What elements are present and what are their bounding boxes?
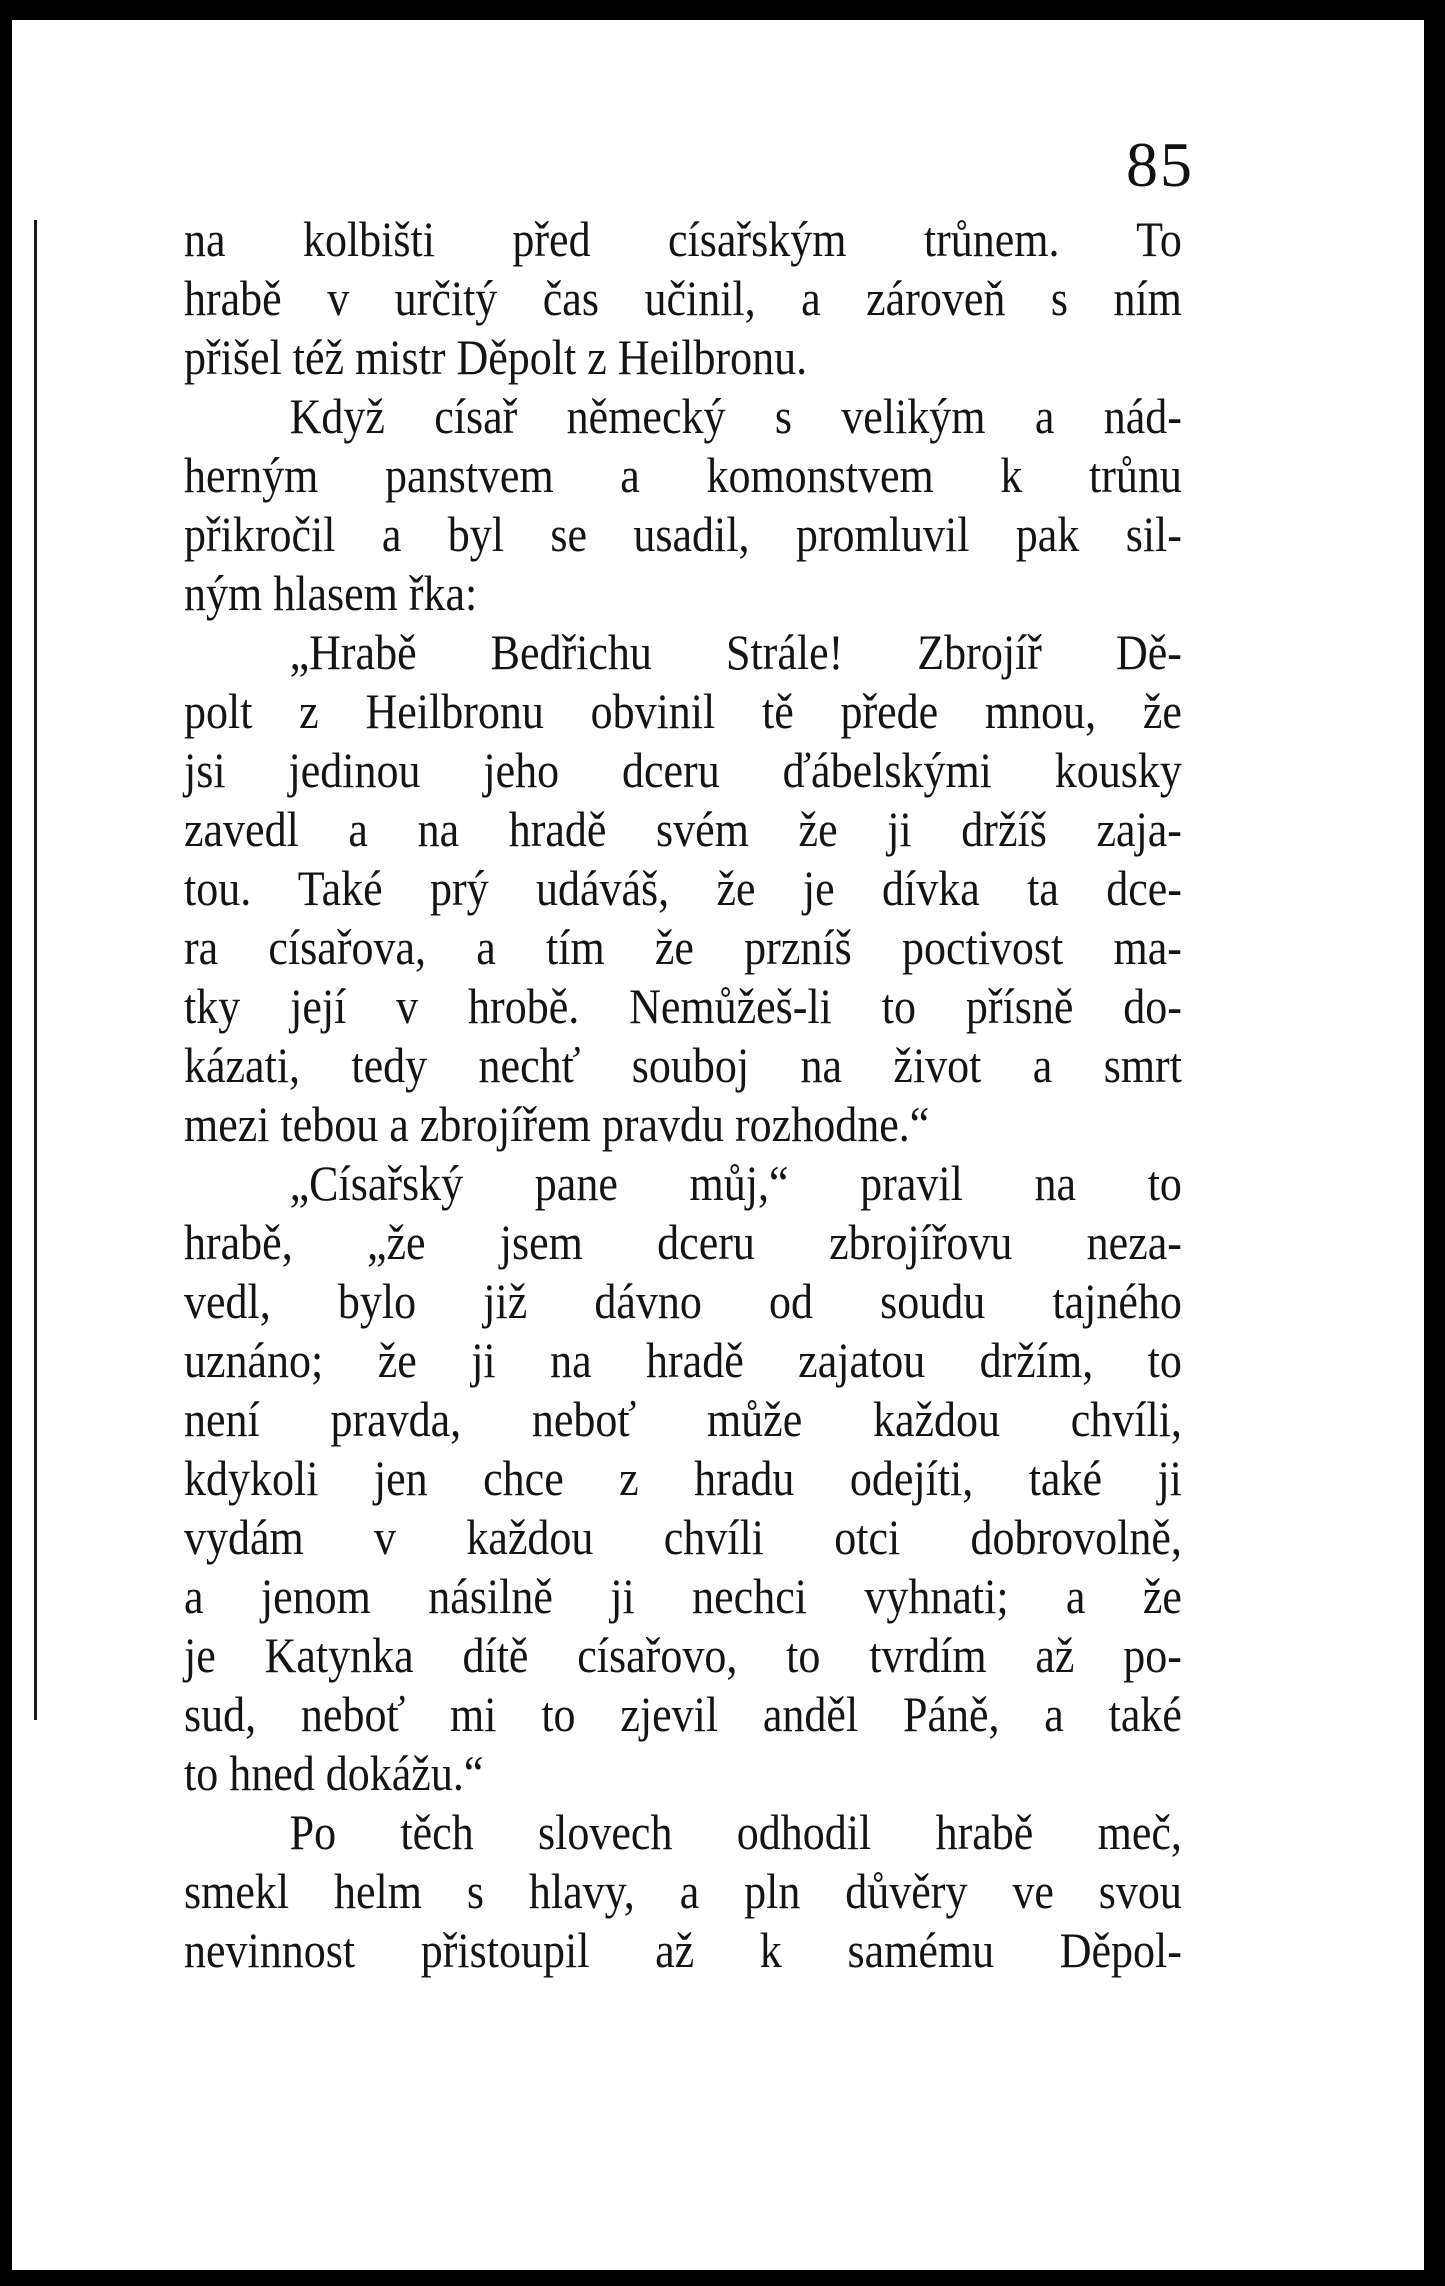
text-line: kázati, tedy nechť souboj na život a smrt: [184, 1037, 1182, 1093]
body-text: [184, 210, 1182, 1980]
text-line: herným panstvem a komonstvem k trůnu: [184, 447, 1182, 503]
page-number: 85: [1126, 129, 1194, 200]
page-edge-shadow: [34, 220, 37, 1720]
text-line: nevinnost přistoupil až k samému Děpol-: [184, 1922, 1182, 1978]
text-line: Po těch slovech odhodil hrabě meč,: [289, 1804, 1182, 1860]
text-line: přikročil a byl se usadil, promluvil pak sil-: [184, 506, 1182, 562]
text-line: tky její v hrobě. Nemůžeš-li to přísně do-: [184, 978, 1182, 1034]
text-line: kdykoli jen chce z hradu odejíti, také ji: [184, 1450, 1182, 1506]
text-line: vedl, bylo již dávno od soudu tajného: [184, 1273, 1182, 1329]
text-line: „Hrabě Bedřichu Strále! Zbrojíř Dě-: [289, 624, 1182, 680]
text-line: hrabě v určitý čas učinil, a zároveň s ním: [184, 270, 1182, 326]
text-line: ra císařova, a tím že przníš poctivost ma-: [184, 919, 1182, 975]
text-line: „Císařský pane můj,“ pravil na to: [289, 1155, 1182, 1211]
text-line: jsi jedinou jeho dceru ďábelskými kousky: [184, 742, 1182, 798]
text-line: to hned dokážu.“: [184, 1745, 484, 1801]
text-line: polt z Heilbronu obvinil tě přede mnou, že: [184, 683, 1182, 739]
text-line: není pravda, neboť může každou chvíli,: [184, 1391, 1182, 1447]
text-line: zavedl a na hradě svém že ji držíš zaja-: [184, 801, 1182, 857]
text-line: přišel též mistr Děpolt z Heilbronu.: [184, 329, 808, 385]
text-line: hrabě, „že jsem dceru zbrojířovu neza-: [184, 1214, 1182, 1270]
text-line: ným hlasem řka:: [184, 565, 478, 621]
text-line: mezi tebou a zbrojířem pravdu rozhodne.“: [184, 1096, 930, 1152]
text-line: a jenom násilně ji nechci vyhnati; a že: [184, 1568, 1182, 1624]
text-line: sud, neboť mi to zjevil anděl Páně, a také: [184, 1686, 1182, 1742]
text-line: Když císař německý s velikým a nád-: [289, 388, 1182, 444]
text-line: uznáno; že ji na hradě zajatou držím, to: [184, 1332, 1182, 1388]
text-line: je Katynka dítě císařovo, to tvrdím až po-: [184, 1627, 1182, 1683]
text-line: vydám v každou chvíli otci dobrovolně,: [184, 1509, 1182, 1565]
text-line: na kolbišti před císařským trůnem. To: [184, 211, 1182, 267]
text-line: smekl helm s hlavy, a pln důvěry ve svou: [184, 1863, 1182, 1919]
book-page: [12, 20, 1424, 2270]
text-line: tou. Také prý udáváš, že je dívka ta dce-: [184, 860, 1182, 916]
